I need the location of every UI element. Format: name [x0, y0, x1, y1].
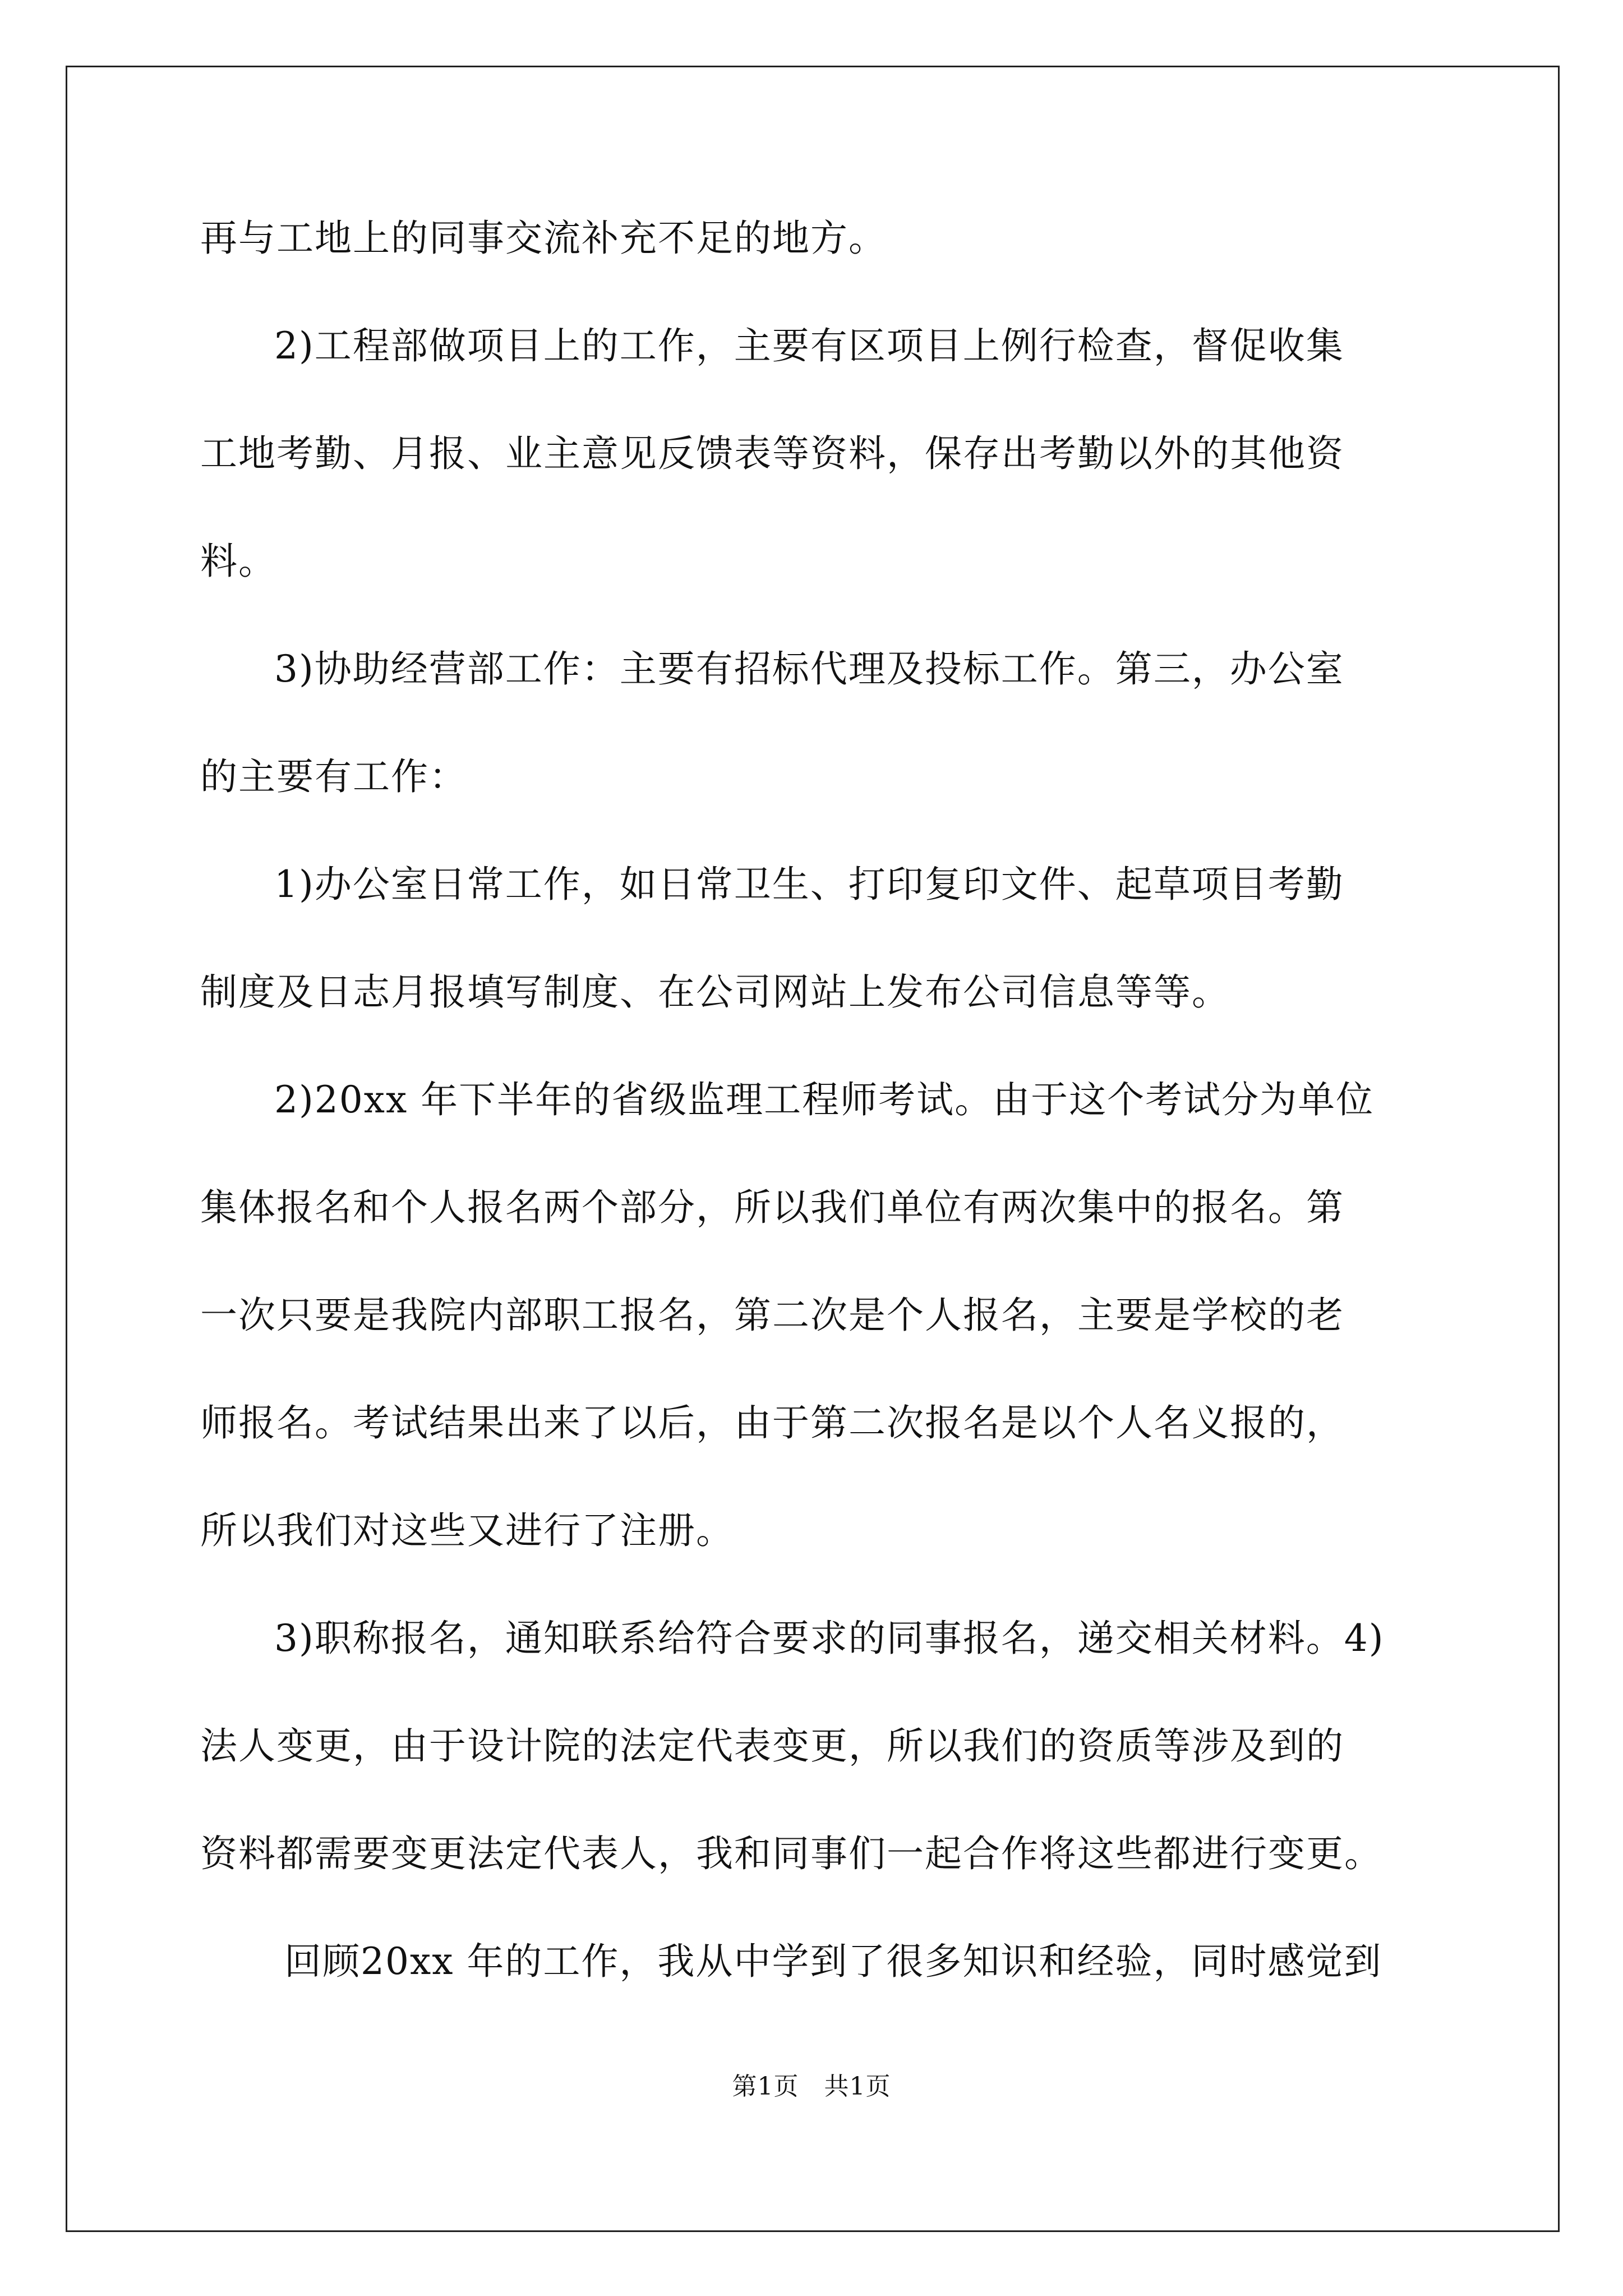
text-line: 一次只要是我院内部职工报名，第二次是个人报名，主要是学校的老: [200, 1294, 1344, 1337]
text-line: 2)工程部做项目上的工作，主要有区项目上例行检查，督促收集: [274, 324, 1344, 367]
text-line: 1)办公室日常工作，如日常卫生、打印复印文件、起草项目考勤: [274, 863, 1344, 906]
text-line: 集体报名和个人报名两个部分，所以我们单位有两次集中的报名。第: [200, 1186, 1344, 1229]
text-line: 资料都需要变更法定代表人，我和同事们一起合作将这些都进行变更。: [200, 1832, 1382, 1875]
document-body: [200, 208, 1434, 2039]
text-line: 2)20xx 年下半年的省级监理工程师考试。由于这个考试分为单位: [274, 1078, 1375, 1121]
text-line: 再与工地上的同事交流补充不足的地方。: [200, 217, 887, 260]
text-line: 3)职称报名，通知联系给符合要求的同事报名，递交相关材料。4): [274, 1617, 1385, 1660]
text-line: 回顾20xx 年的工作，我从中学到了很多知识和经验，同时感觉到: [284, 1940, 1382, 1983]
text-line: 工地考勤、月报、业主意见反馈表等资料，保存出考勤以外的其他资: [200, 432, 1344, 475]
text-line: 的主要有工作：: [200, 755, 467, 798]
text-line: 法人变更，由于设计院的法定代表变更，所以我们的资质等涉及到的: [200, 1724, 1344, 1768]
page-footer: 第1页 共1页: [732, 2072, 891, 2101]
text-line: 制度及日志月报填写制度、在公司网站上发布公司信息等等。: [200, 970, 1230, 1014]
text-line: 师报名。考试结果出来了以后，由于第二次报名是以个人名义报的，: [200, 1401, 1344, 1444]
text-line: 所以我们对这些又进行了注册。: [200, 1509, 734, 1552]
text-line: 3)协助经营部工作：主要有招标代理及投标工作。第三，办公室: [274, 647, 1344, 691]
text-line: 料。: [200, 540, 276, 583]
